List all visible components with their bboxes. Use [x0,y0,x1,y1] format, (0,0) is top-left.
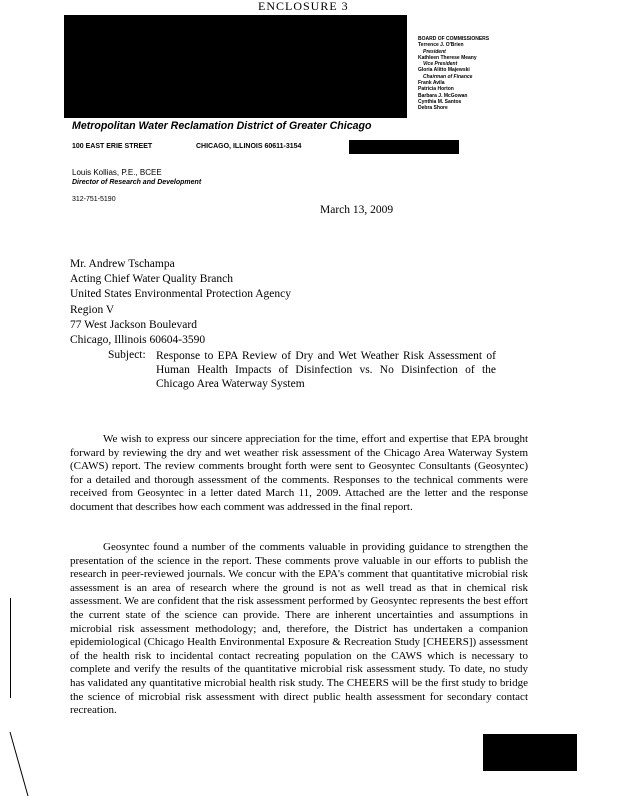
board-member-role: President [423,48,446,55]
sender-title: Director of Research and Development [72,179,202,186]
board-member-name: Terrence J. O'Brien [418,42,464,49]
scan-mark-diagonal [0,730,40,800]
board-member-name: Cynthia M. Santos [418,98,462,105]
board-heading: BOARD OF COMMISSIONERS [418,36,490,42]
subject-label: Subject: [108,349,146,361]
board-member-name: Frank Avila [418,80,445,87]
board-member-name: Barbara J. McGowan [418,92,468,99]
redaction-block-footer [483,734,577,771]
recipient-address [70,257,291,348]
board-member-name: Debra Shore [418,105,448,112]
board-member-role: Vice President [423,61,458,68]
street-address: 100 EAST ERIE STREET [72,143,153,150]
sender-phone: 312-751-5190 [72,196,116,203]
recipient-line: Chicago, Illinois 60604-3590 [70,334,206,347]
paragraph-text: We wish to express our sincere appreciation for the time, effort and expertise that EPA brought forward by reviewing the dry and wet weather risk assessment of the Chicago Area Waterway System (CAWS) report. The review comments brought forth were sent to Geosyntec Consultants (Geosyntec) for a detailed and thorough assessment of the comments. Responses to the technical comments were received from Geosyntec in a letter dated March 11, 2009. Attached are the letter and the response document that describes how each comment was addressed in the final report. [70,433,528,513]
redaction-block-header [64,15,407,118]
sender-name: Louis Kollias, P.E., BCEE [72,168,162,177]
recipient-line: United States Environmental Protection Agency [70,288,292,301]
board-member-name: Gloria Alitto Majewski [418,67,470,74]
board-member-name: Kathleen Therese Meany [418,54,477,61]
recipient-line: Mr. Andrew Tschampa [70,258,175,270]
board-of-commissioners [418,36,568,112]
body-paragraph-1 [70,433,528,515]
recipient-line: Acting Chief Water Quality Branch [70,273,234,286]
enclosure-label: ENCLOSURE 3 [258,0,349,10]
body-paragraph-2 [70,541,528,718]
recipient-line: Region V [70,303,115,316]
recipient-line: 77 West Jackson Boulevard [70,318,197,331]
district-name: Metropolitan Water Reclamation District of Greater Chicago [72,120,372,132]
redaction-block-address [349,140,459,154]
city-address: CHICAGO, ILLINOIS 60611-3154 [196,143,302,150]
board-member-name: Patricia Horton [418,86,454,93]
board-member-role: Chairman of Finance [423,73,473,80]
subject-text: Response to EPA Review of Dry and Wet Weather Risk Assessment of Human Health Impacts of Disinfection vs. No Disinfection of the Chicago Area Waterway System [156,350,496,390]
scan-margin-line [10,598,11,698]
letter-date: March 13, 2009 [320,204,394,216]
paragraph-text: Geosyntec found a number of the comments valuable in providing guidance to strengthen the presentation of the science in the report. These comments prove valuable in our efforts to publish the research in peer-reviewed journals. We concur with the EPA's comment that quantitative microbial risk assessment is an area of research where the ground is not as well tread as that in chemical risk assessment. We are confident that the risk assessment performed by Geosyntec represents the best effort the current state of the science can provide. There are inherent uncertainties and assumptions in microbial risk assessment methodology; and, therefore, the District has undertaken a companion epidemiological (Chicago Health Environmental Exposure & Recreation Study [CHEERS]) assessment of the health risk to incidental contact recreating population on the CAWS which is necessary to complete and verify the results of the quantitative microbial risk assessment study. To date, no study has validated any quantitative microbial health risk study. The CHEERS will be the first study to bridge the science of microbial risk assessment with direct public health assessment for secondary contact recreation. [70,541,528,717]
